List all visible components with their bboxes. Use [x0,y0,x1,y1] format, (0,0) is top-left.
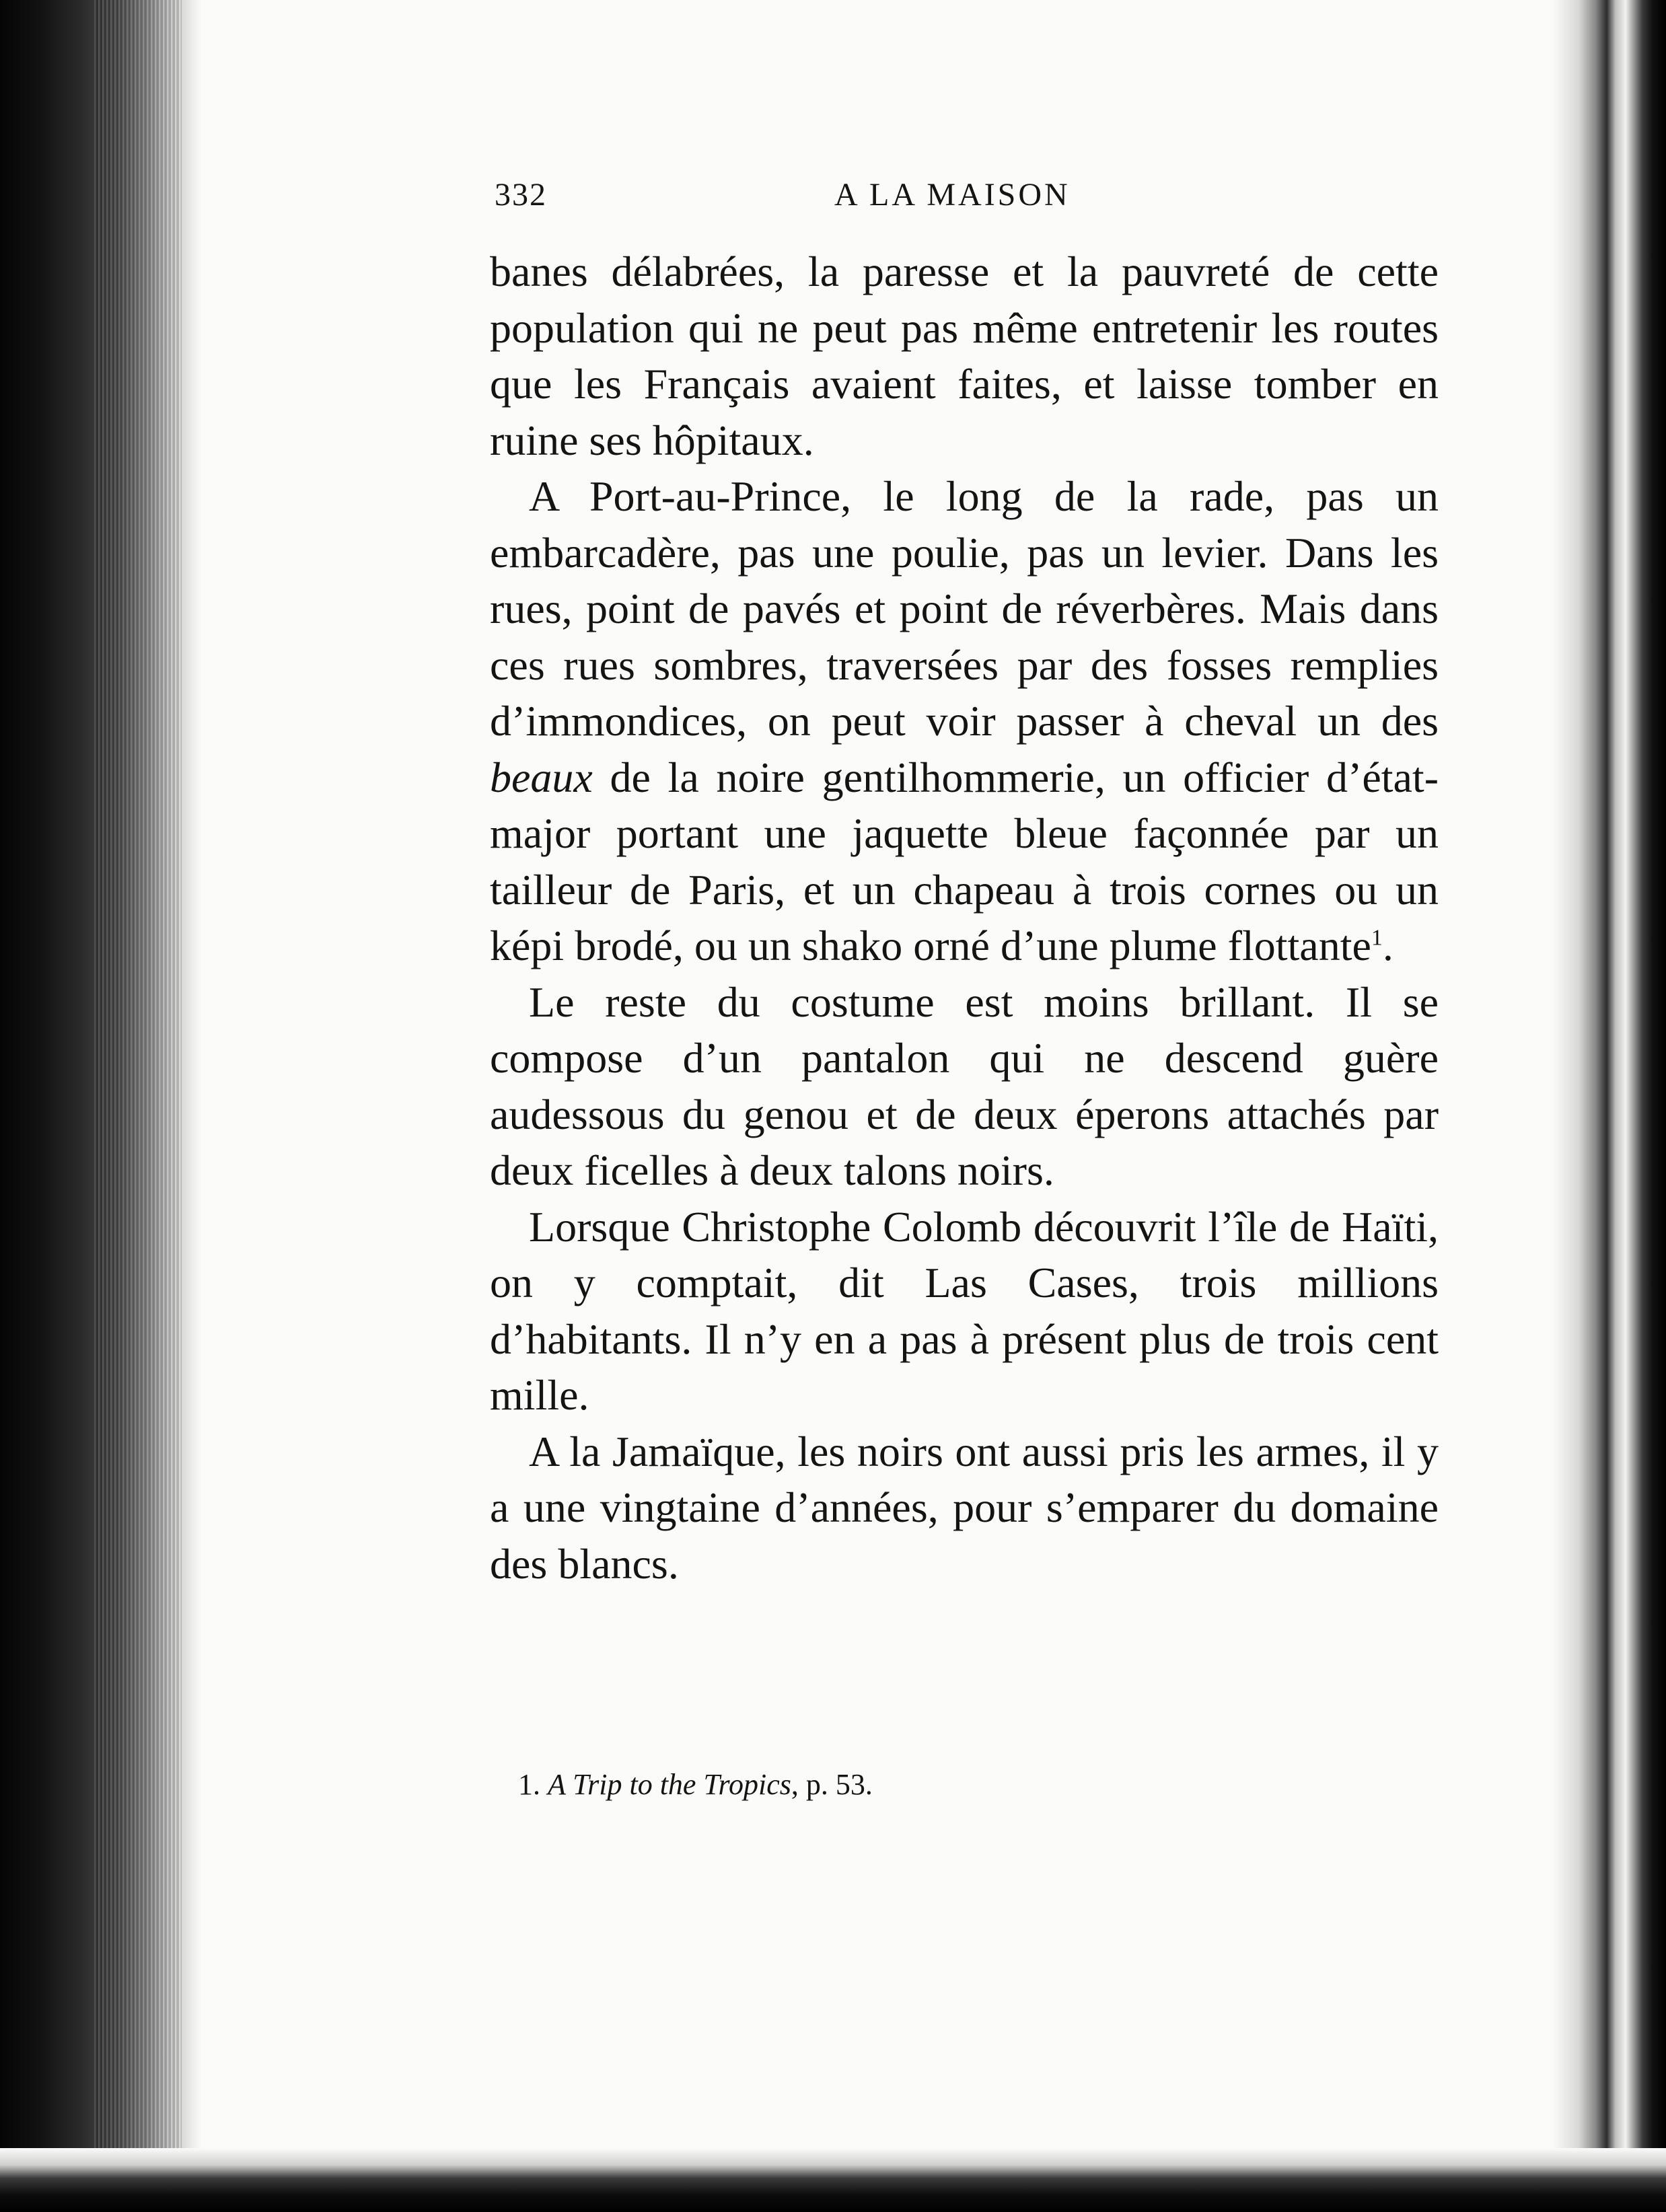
page-bottom-edge [0,2148,1666,2212]
paragraph-jamaique: A la Jamaïque, les noirs ont aussi pris les armes, il y a une vingtaine d’années, pour s’emparer du domaine des blancs. [490,1427,1439,1588]
paragraph-end: . [1382,922,1393,969]
running-title: A LA MAISON [834,177,1071,213]
body-text [490,244,1439,1592]
paragraph-colomb: Lorsque Christophe Colomb découvrit l’île de Haïti, on y comptait, dit Las Cases, trois millions d’habitants. Il n’y en a pas à présent plus de trois cent mille. [490,1202,1439,1419]
paragraph-continued: banes délabrées, la paresse et la pauvreté de cette population qui ne peut pas même entretenir les routes que les Français avaient faites, et laisse tomber en ruine ses hôpitaux. [490,248,1439,464]
footnote-number: 1. [518,1768,540,1801]
paragraph-port-au-prince [490,468,1439,974]
page-stack-right [1552,0,1666,2212]
paragraph-text: A Port-au-Prince, le long de la rade, pas un embarcadère, pas une poulie, pas un levier. Dans les rues, point de pavés et point de réverbères. Mais dans ces rues sombres, traversées par des fosses remplies d’immondices, on peut voir passer à cheval un des [490,472,1439,745]
footnote [518,1766,1393,1804]
footnote-reference: 1 [1371,925,1383,951]
footnote-title: A Trip to the Tropics [548,1768,791,1801]
page-number: 332 [495,177,547,213]
page-stack-left [94,0,182,2212]
italic-word: beaux [490,753,593,801]
running-head [495,176,1087,223]
footnote-ref: , p. 53. [791,1768,873,1801]
paragraph-costume: Le reste du costume est moins brillant. Il se compose d’un pantalon qui ne descend guère audessous du genou et de deux éperons attachés par deux ficelles à deux talons noirs. [490,978,1439,1194]
paragraph-text: de la noire gentilhommerie, un officier d’état-major portant une jaquette bleue façonnée par un tailleur de Paris, et un chapeau à trois cornes ou un képi brodé, ou un shako orné d’une plume flottante [490,753,1439,969]
